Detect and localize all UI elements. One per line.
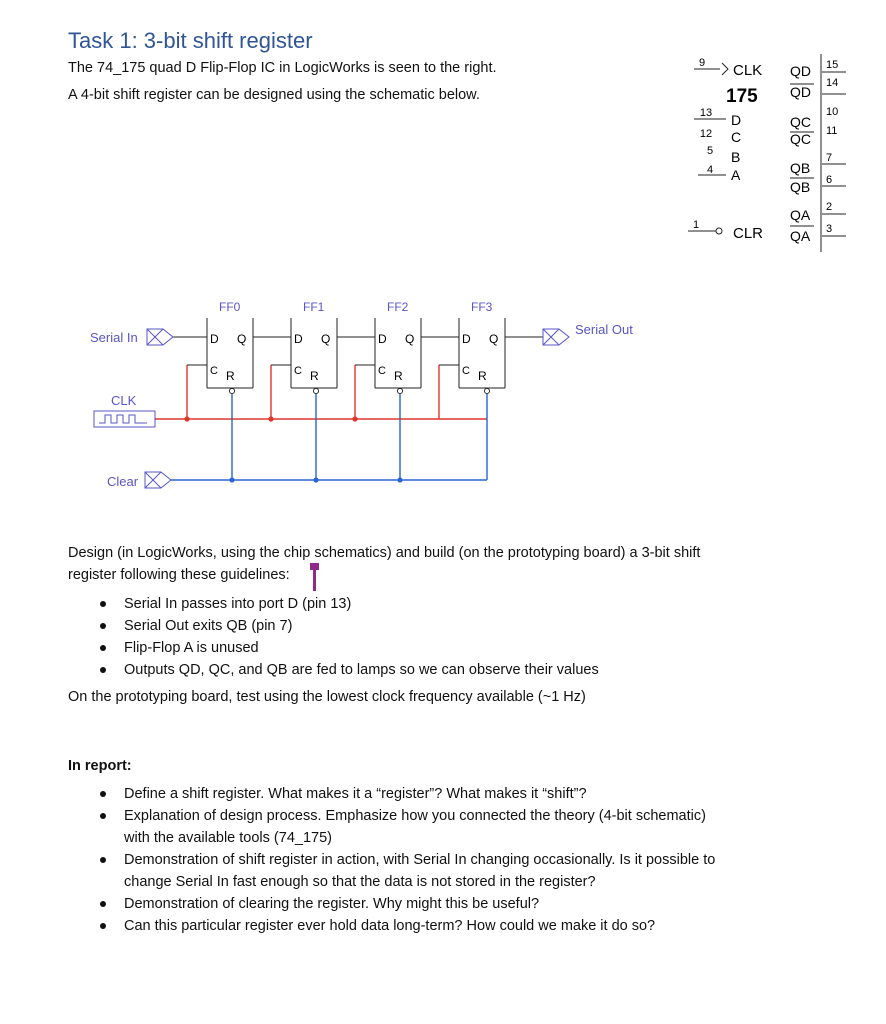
clock-source-box (94, 411, 155, 427)
chip-clr-label: CLR (733, 225, 764, 242)
svg-text:R: R (310, 369, 319, 383)
test-note: On the prototyping board, test using the lowest clock frequency available (~1 Hz) (68, 689, 586, 705)
serial-in-port-icon (147, 329, 173, 345)
output-qb-bar: QB (790, 179, 811, 195)
svg-text:D: D (462, 332, 471, 346)
clk-source-label: CLK (111, 393, 137, 408)
report-item: Can this particular register ever hold data long-term? How could we make it do so? (68, 915, 828, 937)
svg-text:C: C (210, 365, 218, 377)
output-qa: QA (790, 207, 811, 223)
clear-label: Clear (107, 474, 139, 489)
output-qb: QB (790, 160, 811, 176)
svg-text:C: C (294, 365, 302, 377)
pin-7: 7 (826, 152, 833, 164)
clr-pin-number: 1 (692, 219, 700, 231)
intro-line-1: The 74_175 quad D Flip-Flop IC in LogicWorks is seen to the right. (68, 60, 497, 76)
pin-3: 3 (826, 223, 833, 235)
text-cursor (313, 563, 316, 591)
svg-text:Q: Q (321, 332, 331, 346)
chip-clk-label: CLK (733, 62, 763, 79)
guideline-item: Serial Out exits QB (pin 7) (68, 615, 808, 637)
flip-flop-ff2 (375, 300, 421, 394)
chip-part-number: 175 (726, 86, 758, 107)
clear-port-icon (145, 472, 171, 488)
input-pin-c: 12 (699, 128, 713, 140)
svg-text:D: D (294, 332, 303, 346)
report-item: Demonstration of clearing the register. Why might this be useful? (68, 893, 828, 915)
pin-11: 11 (826, 125, 838, 137)
clock-wires (155, 365, 487, 419)
svg-text:R: R (394, 369, 403, 383)
svg-text:Q: Q (237, 332, 247, 346)
flip-flop-ff1 (291, 300, 337, 394)
report-item: Explanation of design process. Emphasize how you connected the theory (4-bit schematic) with the available tools (74_175) (68, 805, 828, 849)
svg-text:R: R (478, 369, 487, 383)
svg-text:Q: Q (489, 332, 499, 346)
svg-text:R: R (226, 369, 235, 383)
chip-74175-symbol (680, 52, 850, 252)
report-heading: In report: (68, 758, 132, 774)
pin-14: 14 (826, 77, 839, 89)
svg-text:FF1: FF1 (303, 300, 325, 314)
output-qa-bar: QA (790, 228, 811, 244)
serial-out-port-icon (543, 329, 569, 345)
guideline-item: Outputs QD, QC, and QB are fed to lamps so we can observe their values (68, 659, 808, 681)
input-pin-d: 13 (699, 107, 713, 119)
pin-15: 15 (826, 59, 839, 71)
guideline-item: Flip-Flop A is unused (68, 637, 808, 659)
intro-line-2: A 4-bit shift register can be designed using the schematic below. (68, 87, 480, 103)
shift-register-schematic (85, 290, 665, 500)
svg-text:D: D (378, 332, 387, 346)
report-item: Demonstration of shift register in action, with Serial In changing occasionally. Is it possible to change Serial In fast enough so that the data is not stored in the register? (68, 849, 828, 893)
svg-text:Q: Q (405, 332, 415, 346)
svg-text:D: D (210, 332, 219, 346)
flip-flop-ff0 (207, 300, 253, 394)
pin-2: 2 (826, 201, 833, 213)
report-list (68, 783, 828, 937)
input-pin-b: 5 (706, 145, 714, 157)
serial-out-label: Serial Out (575, 322, 633, 337)
clk-pin-number: 9 (698, 57, 706, 69)
input-label-d: D (731, 112, 742, 128)
svg-text:FF3: FF3 (471, 300, 493, 314)
pin-10: 10 (826, 106, 839, 118)
design-line-1: Design (in LogicWorks, using the chip schematics) and build (on the prototyping board) a 3-bit shift (68, 545, 701, 561)
guidelines-list (68, 593, 808, 681)
input-pin-a: 4 (706, 164, 714, 176)
output-qc-bar: QC (790, 131, 811, 147)
svg-text:C: C (462, 365, 470, 377)
input-label-c: C (731, 129, 742, 145)
output-qd-bar: QD (790, 84, 811, 100)
flip-flop-ff3 (459, 300, 505, 394)
page-title: Task 1: 3-bit shift register (68, 28, 313, 53)
guideline-item: Serial In passes into port D (pin 13) (68, 593, 808, 615)
svg-text:C: C (378, 365, 386, 377)
svg-text:FF0: FF0 (219, 300, 241, 314)
serial-in-label: Serial In (90, 330, 138, 345)
output-qd: QD (790, 63, 811, 79)
input-label-a: A (731, 167, 741, 183)
pin-6: 6 (826, 174, 833, 186)
svg-text:FF2: FF2 (387, 300, 409, 314)
design-line-2: register following these guidelines: (68, 567, 290, 583)
clr-inversion-bubble (716, 228, 722, 234)
input-label-b: B (731, 149, 741, 165)
clock-triangle-icon (722, 63, 728, 75)
output-qc: QC (790, 114, 811, 130)
report-item: Define a shift register. What makes it a “register”? What makes it “shift”? (68, 783, 828, 805)
